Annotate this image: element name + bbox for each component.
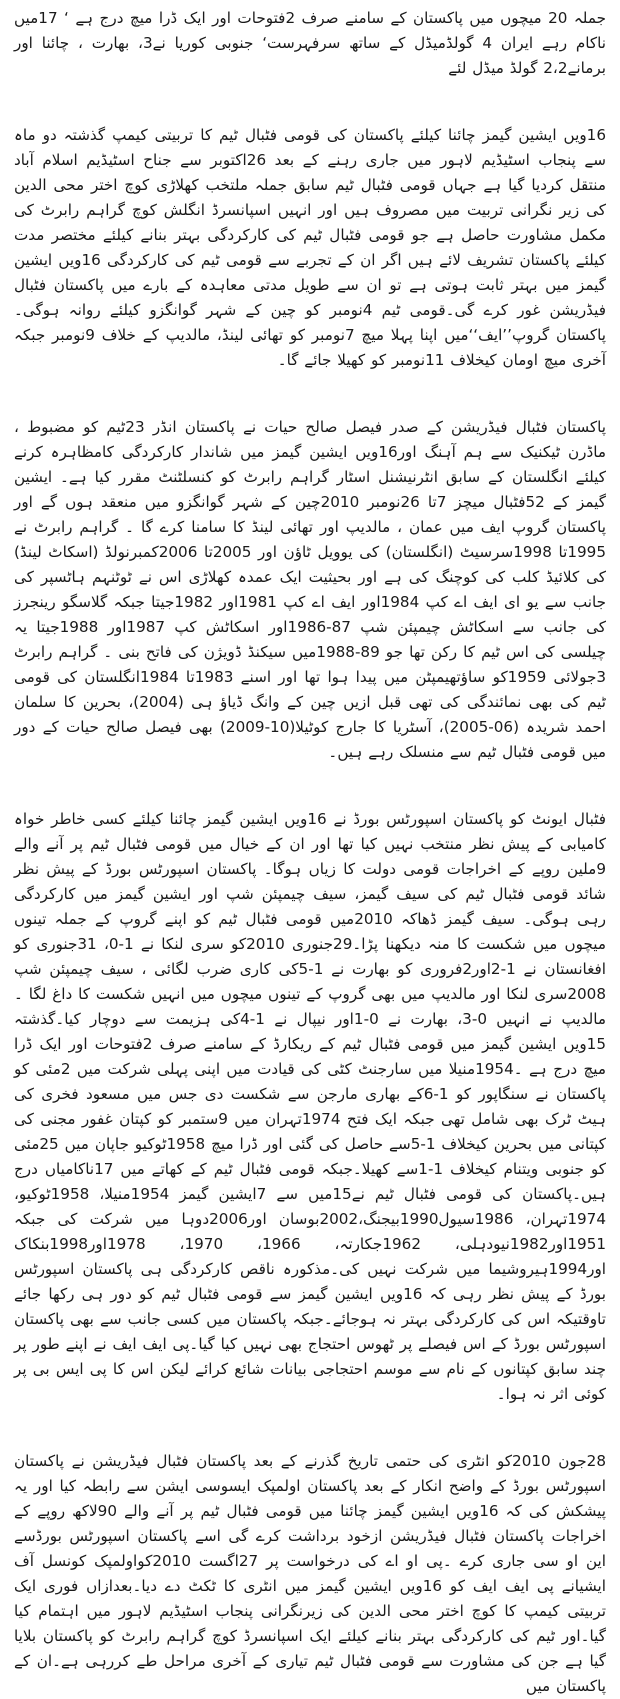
article-intro: جملہ 20 میچوں میں پاکستان کے سامنے صرف 2فتوحات اور ایک ڈرا میچ درج ہے ‘ 17میں ناکام رہے ایران 4 گولڈمیڈل کے ساتھ سرفہرست‘ جنوبی کوریا نے3، بھارت ، چائنا اور برمانے2،2 گولڈ میڈل لئے <box>14 9 606 77</box>
article-paragraph-1: 16ویں ایشین گیمز چائنا کیلئے پاکستان کی قومی فٹبال ٹیم کا تربیتی کیمپ گذشتہ دو ماہ سے پنجاب اسٹیڈیم لاہور میں جاری رہنے کے بعد 26اکتوبر سے جناح اسٹیڈیم اسلام آباد منتقل کردیا گیا ہے جہاں قومی فٹبال ٹیم سابق جملہ ملتخب کھلاڑی کوچ اختر محی الدین کی زیر نگرانی تربیت میں مصروف ہیں اور انہیں اسپانسرڈ انگلش کوچ گراہم رابرٹ کی مکمل مشاورت حاصل ہے جو قومی فٹبال ٹیم کی کارکردگی بہتر بنانے کیلئے مختصر مدت کیلئے پاکستان تشریف لائے ہیں اگر ان کے تجربے سے قومی ٹیم کی کارکردگی 16ویں ایشین گیمز میں بہتر ثابت ہوتی ہے تو ان سے طویل مدتی معاہدہ کے بارے میں پاکستان فٹبال فیڈریشن غور کرے گی۔قومی ٹیم 4نومبر کو چین کے شہر گوانگزو کیلئے روانہ ہوگی۔پاکستان گروپ’’ایف‘‘میں اپنا پہلا میچ 7نومبر کو تھائی لینڈ، مالدیپ کے خلاف 9نومبر جبکہ آخری میچ اومان کیخلاف 11نومبر کو کھیلا جائے گا۔ <box>14 126 606 369</box>
article-paragraph-4: 28جون 2010کو انٹری کی حتمی تاریخ گذرنے کے بعد پاکستان فٹبال فیڈریشن نے پاکستان اسپورٹس بورڈ کے واضح انکار کے بعد پاکستان اولمپک ایسوسی ایشن سے رابطہ کیا اور یہ پیشکش کی کہ 16ویں ایشین گیمز چائنا میں قومی فٹبال ٹیم پر آنے والے 90لاکھ روپے کے اخراجات پاکستان فٹبال فیڈریشن ازخود برداشت کرے گی اسے پاکستان اسپورٹس بورڈسے این او سی جاری کرے ۔پی او اے کی درخواست پر 27اگست 2010کواولمپک کونسل آف ایشیانے پی ایف ایف کو 16ویں ایشین گیمز میں انٹری کا ٹکٹ دے دیا۔بعدازاں فوری ایک تربیتی کیمپ کا کوچ اختر محی الدین کی زیرنگرانی پنجاب اسٹیڈیم لاہور میں اہتمام کیا گیا۔اور ٹیم کی کارکردگی بہتر بنانے کیلئے ایک اسپانسرڈ کوچ گراہم رابرٹ کو پاکستان بلایا گیا ہے جن کی مشاورت سے قومی فٹبال ٹیم تیاری کے آخری مراحل طے کررہی ہے۔ان کے پاکستان میں <box>14 1452 606 1695</box>
article-paragraph-2: پاکستان فٹبال فیڈریشن کے صدر فیصل صالح حیات نے پاکستان انڈر 23ٹیم کو مضبوط ، ماڈرن ٹیکنیک سے ہم آہنگ اور16ویں ایشین گیمز میں شاندار کارکردگی کامظاہرہ کرنے کیلئے انگلستان کے سابق انٹرنیشنل اسٹار گراہم رابرٹ کو کنسلٹنٹ مقرر کیا ہے۔ ایشین گیمز کے 52فٹبال میچز 7تا 26نومبر 2010چین کے شہر گوانگزو میں منعقد ہوں گے اور پاکستان گروپ ایف میں عمان ، مالدیپ اور تھائی لینڈ کا سامنا کرے گا ۔ گراہم رابرٹ نے 1995تا 1998سرسیٹ (انگلستان) کی یوویل ٹاؤن اور 2005تا 2006کمبرنولڈ (اسکاٹ لینڈ) کی کلائیڈ کلب کی کوچنگ کی ہے اور بحیثیت ایک عمدہ کھلاڑی اس نے ٹوٹنہم ہاٹسپر کی جانب سے یو ای ایف اے کپ 1984اور ایف اے کپ 1981اور 1982جیتا جبکہ گلاسگو رینجرز کی جانب سے اسکاٹش چیمپئن شپ 87-1986اور اسکاٹش کپ 1987اور 1988جیتا یہ چیلسی کی اس ٹیم کا رکن تھا جو 89-1988میں سیکنڈ ڈویژن کی فاتح بنی ۔ گراہم رابرٹ 3جولائی 1959کو ساؤتھیمپٹن میں پیدا ہوا تھا اور اسنے 1983تا 1984انگلستان کی قومی ٹیم کی بھی نمائندگی کی تھی قبل ازیں چین کے وانگ ڈیاؤ ہی (2004)، بحرین کا سلمان احمد شریدہ (06-2005)، آسٹریا کا جارج کوٹیلا(10-2009) بھی فیصل صالح حیات کے دور میں قومی فٹبال ٹیم سے منسلک رہے ہیں۔ <box>14 418 607 761</box>
article-paragraph-3: فٹبال ایونٹ کو پاکستان اسپورٹس بورڈ نے 16ویں ایشین گیمز چائنا کیلئے کسی خاطر خواہ کامیابی کے پیش نظر منتخب نہیں کیا تھا اور ان کے خیال میں قومی فٹبال ٹیم پر آنے والے 9ملین روپے کے اخراجات قومی دولت کا زیاں ہوگا۔ پاکستان اسپورٹس بورڈ کے پیش نظر شائد قومی فٹبال ٹیم کی سیف گیمز، سیف چیمپئن شپ اور ایشین گیمز میں کارکردگی رہی ہوگی۔ سیف گیمز ڈھاکہ 2010میں قومی فٹبال ٹیم کو اپنے گروپ کے جملہ تینوں میچوں میں شکست کا منہ دیکھنا پڑا۔29جنوری 2010کو سری لنکا نے 1-0، 31جنوری کو افغانستان نے 1-2اور2فروری کو بھارت نے 1-5کی کاری ضرب لگائی ، سیف چیمپئن شپ 2008سری لنکا اور مالدیپ میں بھی گروپ کے تینوں میچوں میں انہیں شکست کا داغ لگا ۔ مالدیپ نے انہیں 0-3، بھارت نے 0-1اور نیپال نے 1-4کی ہزیمت سے دوچار کیا۔گذشتہ 15ویں ایشین گیمز میں قومی فٹبال ٹیم کے ریکارڈ کے سامنے صرف 2فتوحات اور ایک ڈرا میچ درج ہے ۔1954منیلا میں سارجنٹ کٹی کی قیادت میں اپنی پہلی شرکت میں 2مئی کو پاکستان نے سنگاپور کو 1-6کے بھاری مارجن سے شکست دی جس میں مسعود فخری کی ہیٹ ٹرک بھی شامل تھی جبکہ ایک فتح 1974تہران میں 9ستمبر کو کپتان غفور مجنی کی کپتانی میں بحرین کیخلاف 1-5سے حاصل کی گئی اور ڈرا میچ 1958ٹوکیو جاپان میں 25مئی کو جنوبی ویتنام کیخلاف 1-1سے کھیلا۔جبکہ قومی فٹبال ٹیم کے کھاتے میں 17ناکامیاں درج ہیں۔پاکستان کی قومی فٹبال ٹیم نے15میں سے 7ایشین گیمز 1954منیلا، 1958ٹوکیو، 1974تہران، 1986سیول1990بیجنگ،2002بوسان اور2006دوہا میں شرکت کی جبکہ 1951اور1982نیودہلی، 1962جکارتہ، 1966، 1970، 1978اور1998بنکاک اور1994ہیروشیما میں شرکت نہیں کی۔مذکورہ ناقص کارکردگی ہی پاکستان اسپورٹس بورڈ کے پیش نظر رہی کہ 16ویں ایشین گیمز سے قومی فٹبال ٹیم کو دور ہی رکھا جائے تاوقتیکہ اس کی کارکردگی بہتر نہ ہوجائے۔جبکہ پاکستان میں کسی جانب سے بھی پاکستان اسپورٹس بورڈ کے اس فیصلے پر ٹھوس احتجاج بھی نہیں کیا گیا۔پی ایف ایف نے اپنے طور پر چند سابق کپتانوں کے نام سے موسم احتجاجی بیانات شائع کرائے لیکن اس کا پی ایس بی پر کوئی اثر نہ ہوا۔ <box>14 810 607 1403</box>
